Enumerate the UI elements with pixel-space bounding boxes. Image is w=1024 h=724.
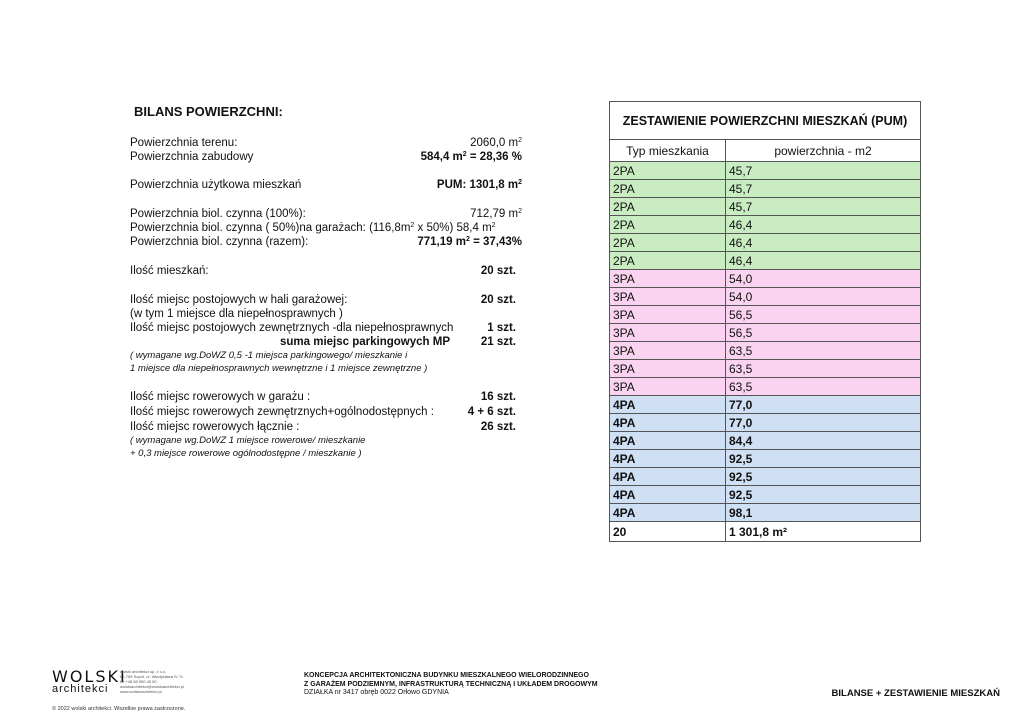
row-suma [130,335,522,349]
apartment-type: 2PA [610,180,726,198]
row-biol1 [130,207,522,221]
apartment-type: 3PA [610,360,726,378]
apartment-type: 2PA [610,198,726,216]
apartment-area: 46,4 [726,216,921,234]
project-line-2: Z GARAŻEM PODZIEMNYM, INFRASTRUKTURĄ TECHNICZNĄ I UKŁADEM DROGOWYM [304,680,598,688]
apartments-table [609,101,921,542]
table-row [610,198,921,216]
apartment-type: 4PA [610,486,726,504]
label: Ilość mieszkań: [130,265,209,277]
table-row [610,360,921,378]
project-info [304,672,598,698]
col-header-type: Typ mieszkania [610,140,726,162]
row-pum [130,178,522,192]
label: Powierzchnia zabudowy [130,151,254,163]
row-postoj-hala [130,293,522,307]
apartment-type: 3PA [610,378,726,396]
row-teren [130,136,522,150]
document-title: BILANSE + ZESTAWIENIE MIESZKAŃ [831,688,1000,699]
apartment-area: 46,4 [726,234,921,252]
row-postoj-zew [130,321,522,335]
row-zabudowa [130,150,522,164]
apartment-area: 77,0 [726,414,921,432]
apartment-type: 4PA [610,450,726,468]
total-count: 20 [610,522,726,542]
value: 4 + 6 szt. [467,406,516,418]
table-total-row [610,522,921,542]
label: Ilość miejsc rowerowych zewnętrznych+ogólnodostępnych : [130,406,434,418]
copyright: © 2022 wolski architekci. Wszelkie prawa zastrzeżone. [52,706,186,712]
table-row [610,234,921,252]
apartment-area: 92,5 [726,486,921,504]
value: 26 szt. [480,421,516,433]
value: 712,79 $m^2$ [470,208,522,220]
label: Ilość miejsc postojowych zewnętrznych -dla niepełnosprawnych [130,322,454,334]
apartment-type: 3PA [610,288,726,306]
project-line-1: KONCEPCJA ARCHITEKTONICZNA BUDYNKU MIESZKALNEGO WIELORODZINNEGO [304,672,589,679]
table-row [610,378,921,396]
table-row [610,414,921,432]
note-parking-b: 1 miejsce dla niepełnosprawnych wewnętrzne i 1 miejsce zewnętrzne ) [130,363,428,374]
table-row [610,306,921,324]
apartment-type: 2PA [610,162,726,180]
label: (w tym 1 miejsce dla niepełnosprawnych ) [130,308,343,320]
apartment-area: 98,1 [726,504,921,522]
table-row [610,162,921,180]
table-row [610,342,921,360]
label: Powierzchnia terenu: [130,137,238,149]
value: 20 szt. [480,294,516,306]
col-header-area: powierzchnia - m2 [726,140,921,162]
label: Powierzchnia biol. czynna (100%): [130,208,306,220]
apartment-area: 77,0 [726,396,921,414]
value: 1 szt. [487,322,516,334]
note-bike-a: ( wymagane wg.DoWZ 1 miejsce rowerowe/ mieszkanie [130,435,366,446]
apartment-area: 54,0 [726,270,921,288]
total-area: 1 301,8 m² [726,522,921,542]
table-row [610,324,921,342]
table-row [610,288,921,306]
apartment-area: 92,5 [726,450,921,468]
balance-title: BILANS POWIERZCHNI: [134,104,283,119]
label: Ilość miejsc rowerowych w garażu : [130,391,311,403]
value: PUM: 1301,8 $m^2$ [436,179,522,191]
value: 16 szt. [480,391,516,403]
row-biol3 [130,235,522,249]
apartment-type: 3PA [610,306,726,324]
apartment-area: 84,4 [726,432,921,450]
label: suma miejsc parkingowych MP [280,336,451,348]
value: 20 szt. [480,265,516,277]
apartment-type: 3PA [610,342,726,360]
apartment-area: 54,0 [726,288,921,306]
value: 21 szt. [480,336,516,348]
label: Ilość miejsc rowerowych łącznie : [130,421,300,433]
apartment-area: 56,5 [726,324,921,342]
table-row [610,450,921,468]
row-rower-lacz [130,420,522,434]
table-row [610,504,921,522]
apartment-area: 45,7 [726,198,921,216]
apartment-area: 46,4 [726,252,921,270]
table-body [610,162,921,522]
apartment-type: 3PA [610,324,726,342]
label: Powierzchnia biol. czynna (razem): [130,236,309,248]
value: 2060,0 $m^2$ [470,137,522,149]
apartment-type: 4PA [610,432,726,450]
table-row [610,486,921,504]
table-row [610,432,921,450]
label: Powierzchnia biol. czynna ( 50%)na garażach: ($116,8m^2$ x 50%) 58,4 $m^2$ [130,222,496,234]
row-postoj-note [130,307,522,321]
table-row [610,216,921,234]
apartment-area: 63,5 [726,378,921,396]
logo-sub-text: architekci [52,683,109,695]
logo-main-text: WOLSKI [52,667,127,686]
table-row [610,270,921,288]
label: Ilość miejsc postojowych w hali garażowej: [130,294,348,306]
note-bike-b: + 0,3 miejsce rowerowe ogólnodostępne / mieszkanie ) [130,448,362,459]
row-biol2 [130,221,522,235]
project-line-3: DZIAŁKA nr 3417 obręb 0022 Orłowo GDYNIA [304,689,449,696]
apartment-area: 45,7 [726,162,921,180]
apartment-area: 45,7 [726,180,921,198]
apartment-type: 2PA [610,216,726,234]
apartment-area: 63,5 [726,360,921,378]
apartment-area: 56,5 [726,306,921,324]
apartment-type: 2PA [610,252,726,270]
table-row [610,468,921,486]
row-rower-garaz [130,390,522,404]
apartment-type: 4PA [610,468,726,486]
note-parking-a: ( wymagane wg.DoWZ 0,5 -1 miejsca parkingowego/ mieszkanie i [130,350,408,361]
apartment-type: 3PA [610,270,726,288]
apartment-area: 92,5 [726,468,921,486]
table-title: ZESTAWIENIE POWIERZCHNI MIESZKAŃ (PUM) [610,102,921,140]
value: 584,4 $m^2 = 28,36$ % [420,151,522,163]
apartment-type: 4PA [610,414,726,432]
company-logo [52,667,184,695]
apartment-type: 4PA [610,396,726,414]
table-row [610,396,921,414]
label: Powierzchnia użytkowa mieszkań [130,179,302,191]
apartment-type: 2PA [610,234,726,252]
apartment-area: 63,5 [726,342,921,360]
company-info: wolski architekci sp. z o.o. 81-765 Sopot, ul. Władysława IV 7c tel.+48 58 550 45 50 wolskiarchitekci@wolskiarchitekci.pl www.wolskiarchitekci.pl [120,669,184,694]
table-row [610,252,921,270]
table-row [610,180,921,198]
row-mieszkan [130,264,522,278]
value: 771,19 $m^2 = 37,43\%$ [417,236,522,248]
row-rower-zew [130,405,522,419]
apartment-type: 4PA [610,504,726,522]
